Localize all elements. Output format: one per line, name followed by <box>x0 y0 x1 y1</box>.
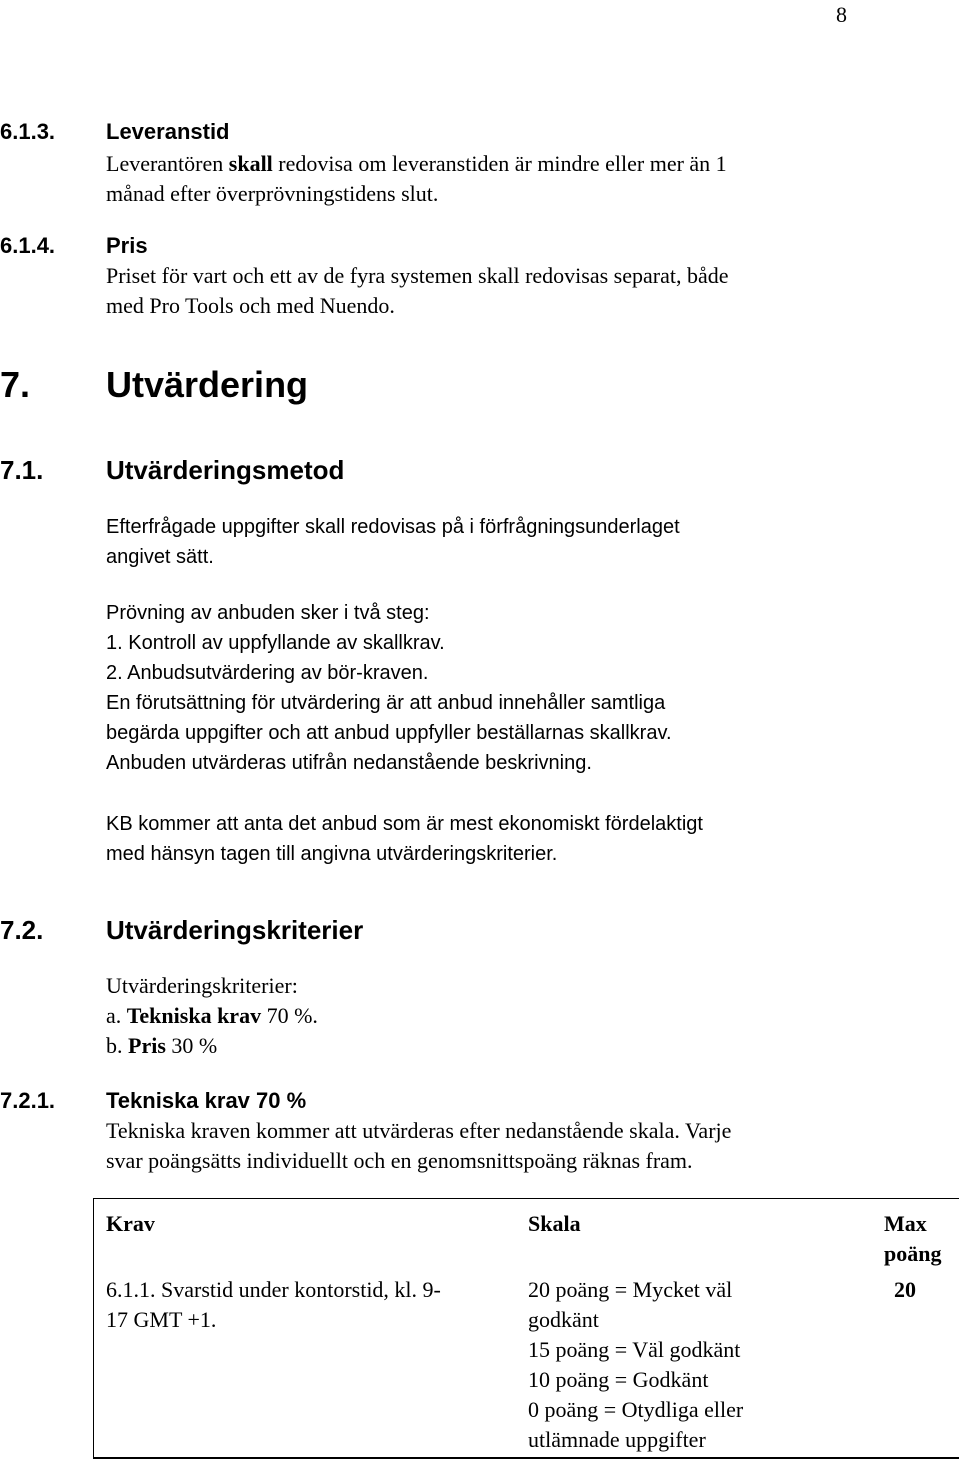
header-skala: Skala <box>528 1211 581 1236</box>
section-title: Utvärdering <box>106 364 309 405</box>
table-row <box>94 1269 960 1458</box>
section-title: Leveranstid <box>106 119 230 144</box>
section-title: Pris <box>106 233 148 258</box>
section-number: 7.2. <box>0 915 44 945</box>
table-header-row <box>94 1199 960 1270</box>
section-body: Leverantören skall redovisa om leveranstiden är mindre eller mer än 1 månad efter överprövningstidens slut. <box>106 151 727 206</box>
section-body: Efterfrågade uppgifter skall redovisas på i förfrågningsunderlaget angivet sätt. <box>106 516 680 568</box>
section-number: 7. <box>0 364 31 405</box>
section-title: Utvärderingskriterier <box>106 915 364 945</box>
section-number: 7.1. <box>0 455 44 485</box>
section-body: KB kommer att anta det anbud som är mest ekonomiskt fördelaktigt med hänsyn tagen till angivna utvärderingskriterier. <box>106 813 703 865</box>
section-body: Utvärderingskriterier: a. Tekniska krav 70 %. b. Pris 30 % <box>106 973 318 1058</box>
section-body: Prövning av anbuden sker i två steg: 1. Kontroll av uppfyllande av skallkrav. 2. Anbudsutvärdering av bör-kraven. En förutsättning för utvärdering är att anbud innehåller samtliga begärda uppgifter och att anbud uppfyller beställarnas skallkrav. Anbuden utvärderas utifrån nedanstående beskrivning. <box>106 602 672 774</box>
criteria-table <box>93 1198 959 1459</box>
section-title: Utvärderingsmetod <box>106 455 345 485</box>
section-number: 6.1.3. <box>0 119 56 144</box>
section-body: Priset för vart och ett av de fyra systemen skall redovisas separat, både med Pro Tools och med Nuendo. <box>106 263 729 318</box>
cell-krav: 6.1.1. Svarstid under kontorstid, kl. 9- 17 GMT +1. <box>106 1277 441 1332</box>
cell-max: 20 <box>894 1277 916 1302</box>
header-max-poang: Max poäng <box>884 1211 942 1266</box>
header-krav: Krav <box>106 1211 155 1236</box>
cell-skala: 20 poäng = Mycket väl godkänt 15 poäng = Väl godkänt 10 poäng = Godkänt 0 poäng = Otydliga eller utlämnade uppgifter <box>528 1277 744 1452</box>
page-number: 8 <box>836 2 847 27</box>
section-number: 7.2.1. <box>0 1088 56 1113</box>
section-body: Tekniska kraven kommer att utvärderas efter nedanstående skala. Varje svar poängsätts individuellt och en genomsnittspoäng räknas fram. <box>106 1118 732 1173</box>
section-title: Tekniska krav 70 % <box>106 1088 307 1113</box>
section-number: 6.1.4. <box>0 233 56 258</box>
